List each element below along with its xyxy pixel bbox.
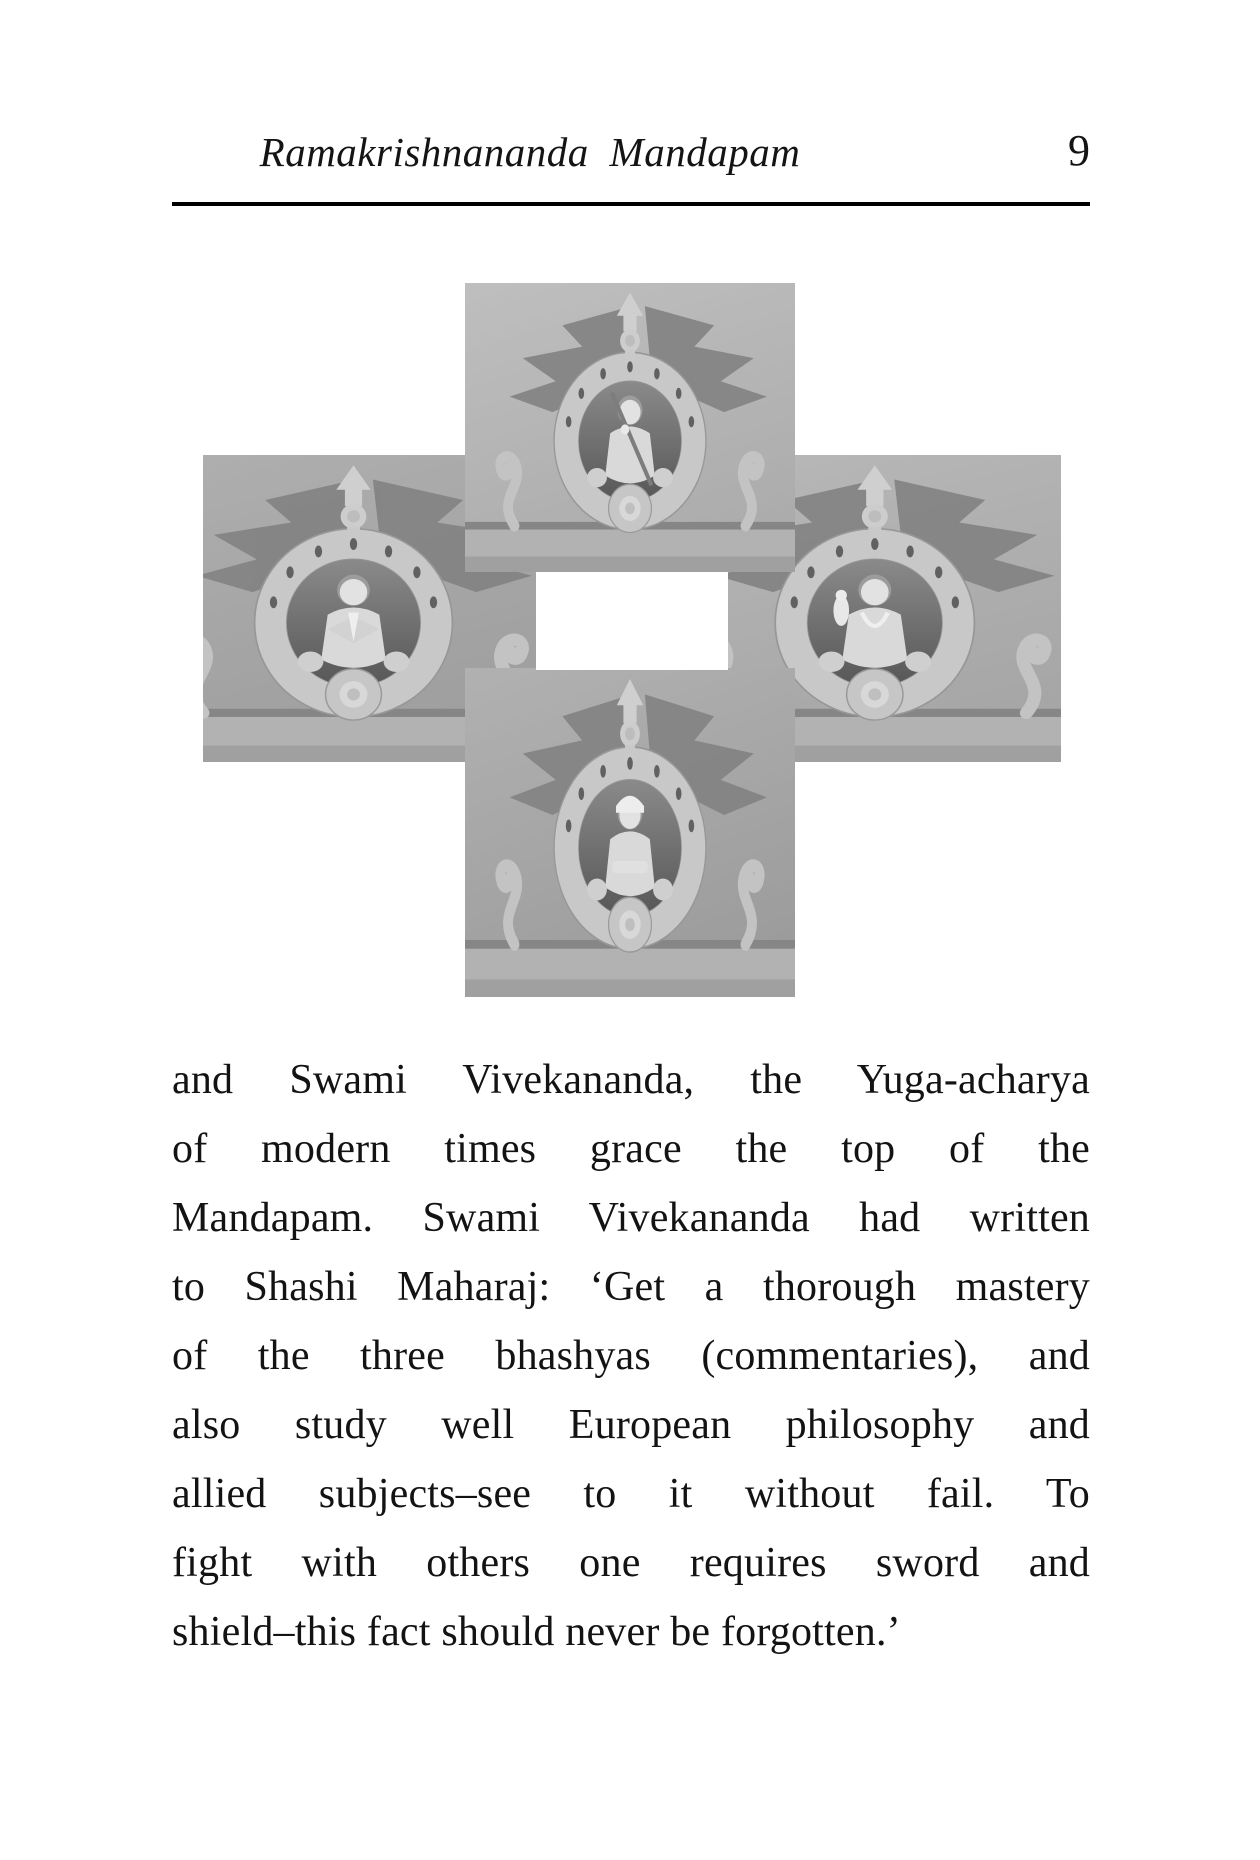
arch-sculpture-photo-top <box>465 283 795 572</box>
body-text-line: fight with others one requires sword and <box>172 1540 1090 1586</box>
body-text-line: of modern times grace the top of the <box>172 1126 1090 1172</box>
body-text-line: to Shashi Maharaj: ‘Get a thorough mastery <box>172 1264 1090 1310</box>
running-header-title: Ramakrishnananda Mandapam <box>259 129 801 175</box>
body-text-line: of the three bhashyas (commentaries), and <box>172 1333 1090 1379</box>
body-text-line: Mandapam. Swami Vivekananda had written <box>172 1195 1090 1241</box>
page-number: 9 <box>1068 126 1090 175</box>
body-text-line: also study well European philosophy and <box>172 1402 1090 1448</box>
body-text-line: and Swami Vivekananda, the Yuga-acharya <box>172 1057 1090 1103</box>
arch-sculpture-photo-bottom <box>465 668 795 997</box>
body-text <box>172 1046 1090 1667</box>
body-text-line: shield–this fact should never be forgotten.’ <box>172 1609 901 1655</box>
center-white-panel <box>536 572 728 670</box>
body-text-line: allied subjects–see to it without fail. To <box>172 1471 1090 1517</box>
